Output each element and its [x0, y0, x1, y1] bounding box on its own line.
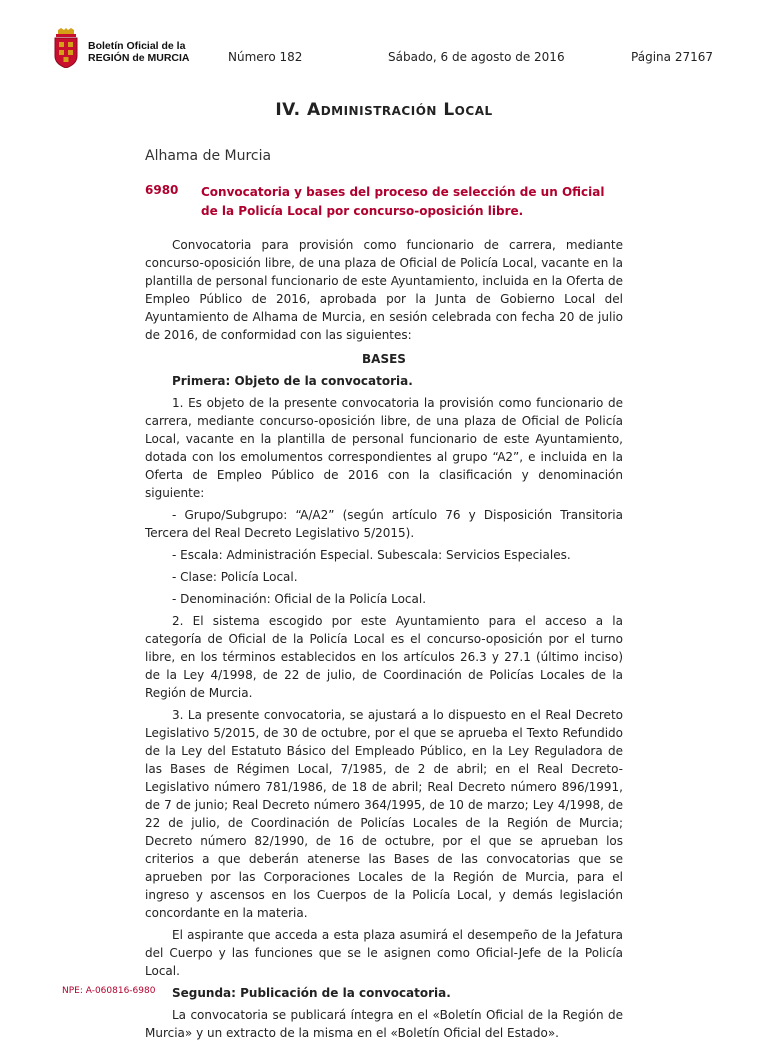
list-item-escala: - Escala: Administración Especial. Subescala: Servicios Especiales. — [172, 548, 571, 562]
paragraph-5: La convocatoria se publicará íntegra en el «Boletín Oficial de la Región de Murcia» y un extracto de la misma en el «Boletín Oficial del Estado». — [145, 1008, 623, 1040]
announcement-number: 6980 — [145, 183, 179, 197]
section-roman: IV. — [275, 100, 301, 120]
list-item-denominacion: - Denominación: Oficial de la Policía Local. — [172, 592, 427, 606]
organization-name: Alhama de Murcia — [145, 148, 272, 164]
paragraph-2: 2. El sistema escogido por este Ayuntamiento para el acceso a la categoría de Oficial de la Policía Local es el concurso-oposición por el turno libre, en los términos establecidos en los artículos 26.3 y 27.1 (último inciso) de la Ley 4/1998, de 22 de julio, de Coordinación de Policías Locales de la Región de Murcia. — [145, 614, 623, 700]
issue-number: Número 182 — [228, 50, 303, 64]
section-title — [0, 100, 768, 120]
page-header — [52, 28, 716, 72]
region-murcia-crest-icon — [52, 28, 80, 68]
paragraph-1: 1. Es objeto de la presente convocatoria la provisión como funcionario de carrera, mediante concurso-oposición libre, de una plaza de Oficial de Policía Local, vacante en la plantilla de personal funcionario de este Ayuntamiento, dotada con los emolumentos correspondientes al grupo “A2”, e incluida en la Oferta de Empleo Público de 2016 con la clasificación y denominación siguiente: — [145, 396, 623, 500]
intro-paragraph: Convocatoria para provisión como funcionario de carrera, mediante concurso-oposición libre, de una plaza de Oficial de Policía Local, vacante en la plantilla de personal funcionario de este Ayuntamiento, incluida en la Oferta de Empleo Público de 2016, aprobada por la Junta de Gobierno Local del Ayuntamiento de Alhama de Murcia, en sesión celebrada con fecha 20 de julio de 2016, de conformidad con las siguientes: — [145, 238, 623, 342]
primera-heading: Primera: Objeto de la convocatoria. — [172, 374, 413, 388]
issue-date: Sábado, 6 de agosto de 2016 — [388, 50, 565, 64]
bases-heading: BASES — [362, 352, 406, 366]
list-item-clase: - Clase: Policía Local. — [172, 570, 298, 584]
announcement-title: Convocatoria y bases del proceso de selección de un Oficial de la Policía Local por concurso-oposición libre. — [201, 185, 605, 218]
paragraph-3: 3. La presente convocatoria, se ajustará a lo dispuesto en el Real Decreto Legislativo 5/2015, de 30 de octubre, por el que se aprueba el Texto Refundido de la Ley del Estatuto Básico del Empleado Público, en la Ley Reguladora de las Bases de Régimen Local, 7/1985, de 2 de abril; en el Real Decreto-Legislativo número 781/1986, de 18 de abril; Real Decreto número 896/1991, de 7 de junio; Real Decreto número 364/1995, de 10 de marzo; Ley 4/1998, de 22 de julio, de Coordinación de Policías Locales de la Región de Murcia; Decreto número 82/1990, de 16 de octubre, por el que se aprueban los criterios a que deberán atenerse las Bases de las convocatorias que se aprueben por las Corporaciones Locales de la Región de Murcia, para el ingreso y ascensos en los Cuerpos de la Policía Local, y demás legislación concordante en la materia. — [145, 708, 623, 920]
list-item-grupo: - Grupo/Subgrupo: “A/A2” (según artículo 76 y Disposición Transitoria Tercera del Real Decreto Legislativo 5/2015). — [145, 508, 623, 540]
bulletin-line-1: Boletín Oficial de la — [88, 40, 186, 52]
bulletin-line-2: REGIÓN de MURCIA — [88, 52, 190, 64]
page-number: Página 27167 — [631, 50, 713, 64]
paragraph-4: El aspirante que acceda a esta plaza asumirá el desempeño de la Jefatura del Cuerpo y las funciones que se le asignen como Oficial-Jefe de la Policía Local. — [145, 928, 623, 978]
bulletin-name — [88, 40, 190, 64]
npe-code: NPE: A-060816-6980 — [62, 986, 156, 996]
segunda-heading: Segunda: Publicación de la convocatoria. — [172, 986, 451, 1000]
section-name: Administración Local — [307, 100, 493, 120]
document-body — [145, 236, 623, 1046]
